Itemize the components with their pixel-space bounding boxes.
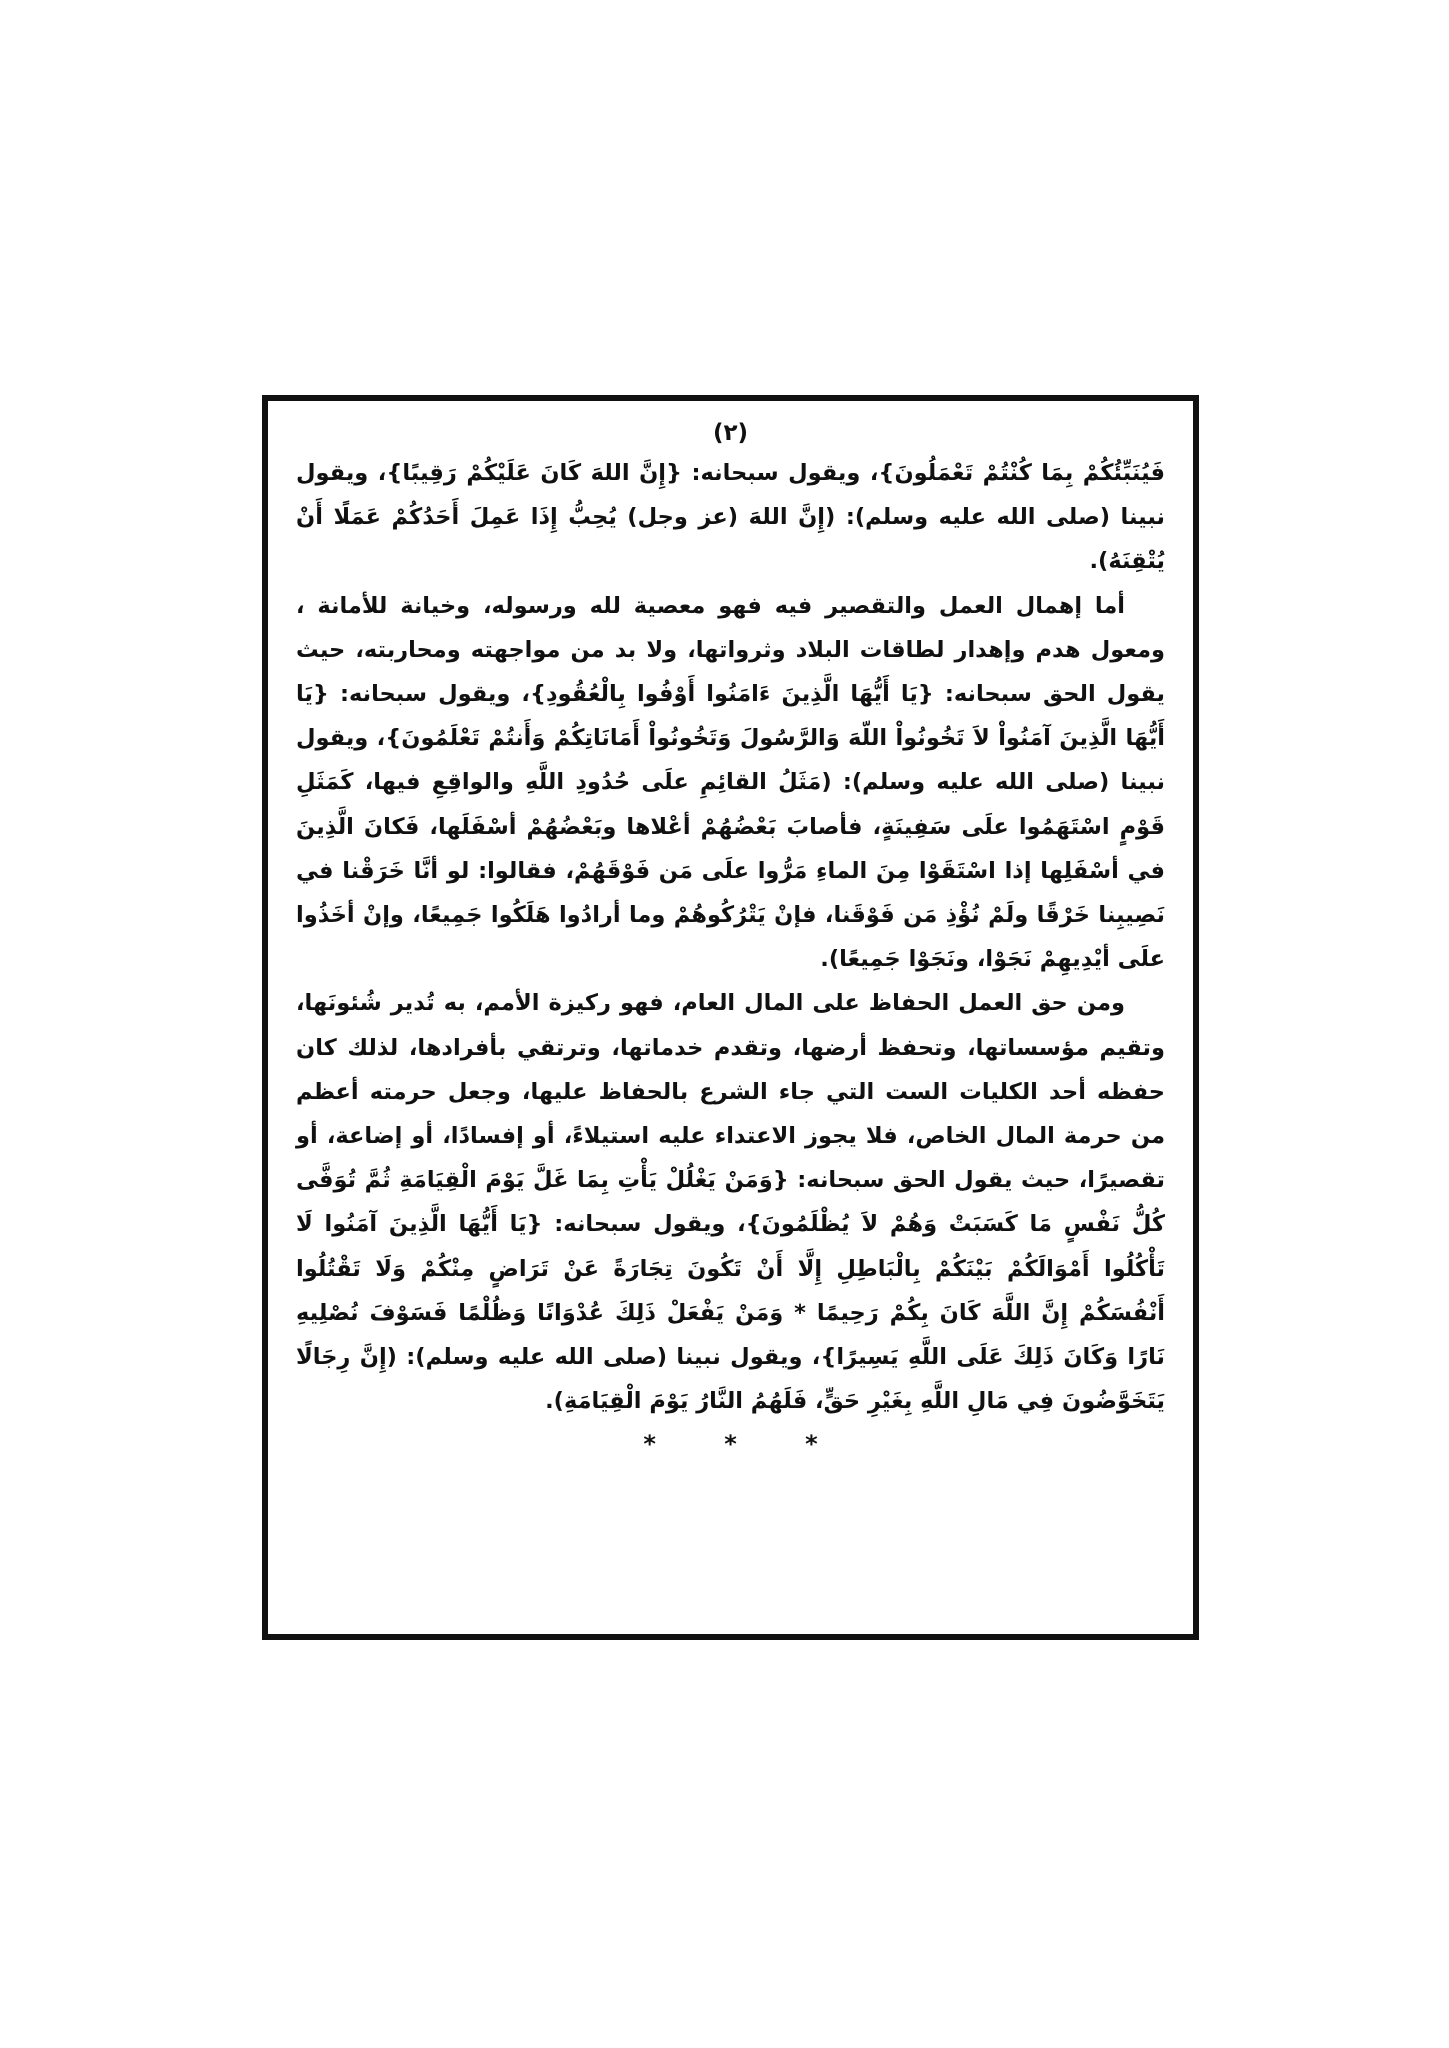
paragraph-public-money: ومن حق العمل الحفاظ على المال العام، فهو ركيزة الأمم، به تُدير شُئونَها، وتقيم مؤسساتها، وتحفظ أرضها، وتقدم خدماتها، وترتقي بأفرادها، لذلك كان حفظه أحد الكليات الست التي جاء الشرع بالحفاظ عليها، وجعل حرمته أعظم من حرمة المال الخاص، فلا يجوز الاعتداء عليه استيلاءً، أو إفسادًا، أو إضاعة، أو تقصيرًا، حيث يقول الحق سبحانه: {وَمَنْ يَغْلُلْ يَأْتِ بِمَا غَلَّ يَوْمَ الْقِيَامَةِ ثُمَّ تُوَفَّى كُلُّ نَفْسٍ مَا كَسَبَتْ وَهُمْ لاَ يُظْلَمُونَ}، ويقول سبحانه: {يَا أَيُّهَا الَّذِينَ آمَنُوا لَا تَأْكُلُوا أَمْوَالَكُمْ بَيْنَكُمْ بِالْبَاطِلِ إِلَّا أَنْ تَكُونَ تِجَارَةً عَنْ تَرَاضٍ مِنْكُمْ وَلَا تَقْتُلُوا أَنْفُسَكُمْ إِنَّ اللَّهَ كَانَ بِكُمْ رَحِيمًا * وَمَنْ يَفْعَلْ ذَلِكَ عُدْوَانًا وَظُلْمًا فَسَوْفَ نُصْلِيهِ نَارًا وَكَانَ ذَلِكَ عَلَى اللَّهِ يَسِيرًا}، ويقول نبينا (صلى الله عليه وسلم): (إِنَّ رِجَالًا يَتَخَوَّضُونَ فِي مَالِ اللَّهِ بِغَيْرِ حَقٍّ، فَلَهُمُ النَّارُ يَوْمَ الْقِيَامَةِ). [296, 990, 1165, 1415]
paragraph-continuation: فَيُنَبِّئُكُمْ بِمَا كُنْتُمْ تَعْمَلُونَ}، ويقول سبحانه: {إِنَّ اللهَ كَانَ عَلَيْكُمْ رَقِيبًا}، ويقول نبينا (صلى الله عليه وسلم): (إِنَّ اللهَ (عز وجل) يُحِبُّ إِذَا عَمِلَ أَحَدُكُمْ عَمَلًا أَنْ يُتْقِنَهُ). [296, 460, 1165, 575]
paragraph-neglect-of-work: أما إهمال العمل والتقصير فيه فهو معصية لله ورسوله، وخيانة للأمانة ، ومعول هدم وإهدار لطاقات البلاد وثرواتها، ولا بد من مواجهته ومحاربته، حيث يقول الحق سبحانه: {يَا أَيُّهَا الَّذِينَ ءَامَنُوا أَوْفُوا بِالْعُقُودِ}، ويقول سبحانه: {يَا أَيُّهَا الَّذِينَ آمَنُواْ لاَ تَخُونُواْ اللّهَ وَالرَّسُولَ وَتَخُونُواْ أَمَانَاتِكُمْ وَأَنتُمْ تَعْلَمُونَ}، ويقول نبينا (صلى الله عليه وسلم): (مَثَلُ القائِمِ علَى حُدُودِ اللَّهِ والواقِعِ فيها، كَمَثَلِ قَوْمٍ اسْتَهَمُوا علَى سَفِينَةٍ، فأصابَ بَعْضُهُمْ أعْلاها وبَعْضُهُمْ أسْفَلَها، فَكانَ الَّذِينَ في أسْفَلِها إذا اسْتَقَوْا مِنَ الماءِ مَرُّوا علَى مَن فَوْقَهُمْ، فقالوا: لو أنَّا خَرَقْنا في نَصِيبِنا خَرْقًا ولَمْ نُؤْذِ مَن فَوْقَنا، فإنْ يَتْرُكُوهُمْ وما أرادُوا هَلَكُوا جَمِيعًا، وإنْ أخَذُوا علَى أيْدِيهِمْ نَجَوْا، ونَجَوْا جَمِيعًا). [296, 592, 1165, 973]
page-frame [262, 395, 1199, 1640]
page-content [296, 415, 1165, 1620]
page-number: (٢) [712, 420, 749, 446]
section-separator: * * * [643, 1430, 818, 1459]
